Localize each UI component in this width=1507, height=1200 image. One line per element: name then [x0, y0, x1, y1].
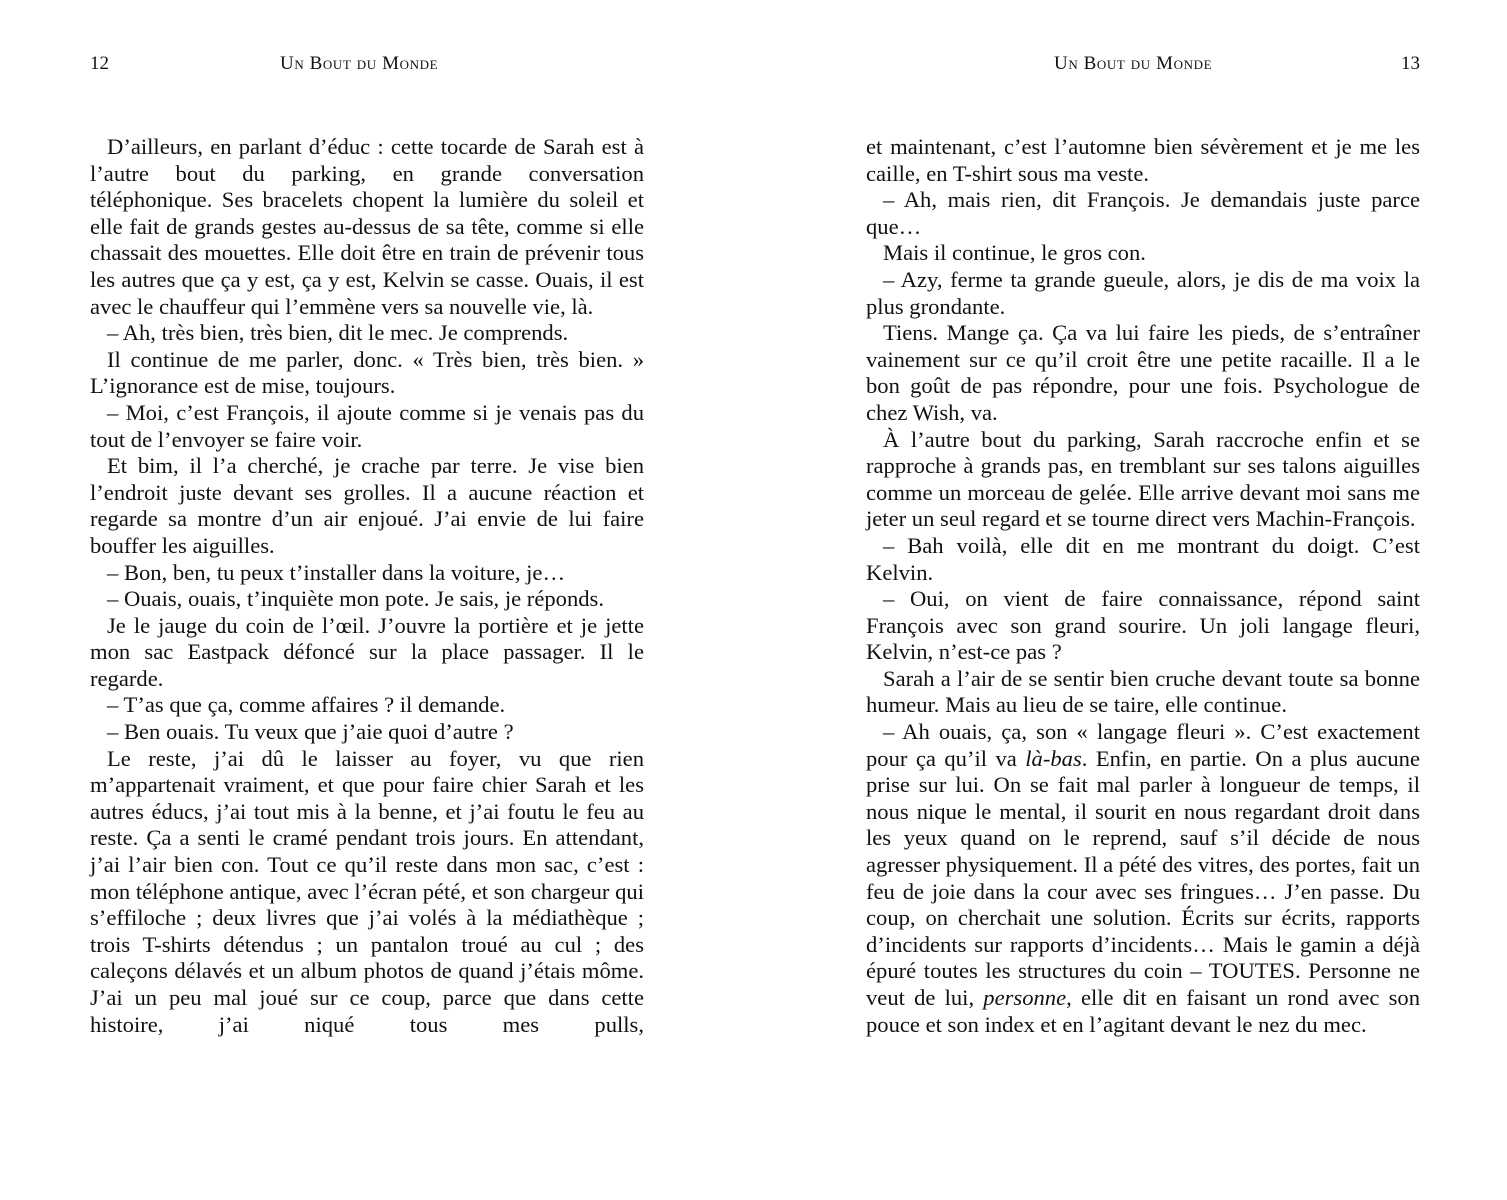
paragraph: – Oui, on vient de faire connaissance, répond saint François avec son grand sourire. Un joli langage fleuri, Kelvin, n’est-ce pas ?: [866, 586, 1420, 665]
paragraph: Il continue de me parler, donc. « Très bien, très bien. » L’ignorance est de mise, toujours.: [90, 346, 644, 399]
paragraph: – Ouais, ouais, t’inquiète mon pote. Je sais, je réponds.: [107, 586, 604, 612]
page-number: 12: [90, 53, 109, 74]
paragraph: – Moi, c’est François, il ajoute comme si je venais pas du tout de l’envoyer se faire voir.: [90, 399, 644, 452]
running-title: Un Bout du Monde: [1054, 53, 1213, 74]
paragraph: Sarah a l’air de se sentir bien cruche devant toute sa bonne humeur. Mais au lieu de se taire, elle continue.: [866, 665, 1420, 718]
paragraph: À l’autre bout du parking, Sarah raccroche enfin et se rapproche à grands pas, en tremblant sur ses talons aiguilles comme un morceau de gelée. Elle arrive devant moi sans me jeter un seul regard et se tourne direct vers Machin-François.: [866, 426, 1420, 532]
left-page-body: [90, 134, 644, 1038]
paragraph: Je le jauge du coin de l’œil. J’ouvre la portière et je jette mon sac Eastpack défoncé sur la place passager. Il le regarde.: [90, 612, 644, 691]
italic-text: là-bas: [1025, 745, 1082, 771]
italic-text: personne: [983, 985, 1067, 1010]
right-page-body: [866, 134, 1420, 1038]
paragraph: – Bon, ben, tu peux t’installer dans la voiture, je…: [107, 559, 566, 585]
paragraph: – Bah voilà, elle dit en me montrant du doigt. C’est Kelvin.: [866, 532, 1420, 585]
running-title: Un Bout du Monde: [280, 53, 439, 74]
left-page: [90, 0, 644, 1200]
page-number: 13: [1401, 53, 1420, 74]
paragraph: – Ah, très bien, très bien, dit le mec. Je comprends.: [107, 320, 569, 346]
left-page-header: [90, 50, 644, 78]
paragraph: Mais il continue, le gros con.: [883, 240, 1146, 266]
right-page-header: [866, 50, 1420, 78]
paragraph: [866, 719, 1420, 1038]
paragraph: – Ben ouais. Tu veux que j’aie quoi d’autre ?: [107, 719, 514, 745]
paragraph: Et bim, il l’a cherché, je crache par terre. Je vise bien l’endroit juste devant ses grolles. Il a aucune réaction et regarde sa montre d’un air enjoué. J’ai envie de lui faire bouffer les aiguilles.: [90, 453, 644, 558]
right-page: [866, 0, 1420, 1200]
paragraph: – Ah, mais rien, dit François. Je demandais juste parce que…: [866, 187, 1420, 239]
paragraph: Tiens. Mange ça. Ça va lui faire les pieds, de s’entraîner vainement sur ce qu’il croit être une petite racaille. Il a le bon goût de pas répondre, pour une fois. Psychologue de chez Wish, va.: [866, 320, 1420, 425]
paragraph: et maintenant, c’est l’automne bien sévèrement et je me les caille, en T-shirt sous ma veste.: [866, 134, 1420, 186]
paragraph-text: , elle dit en faisant un rond avec son pouce et son index et en l’agitant devant le nez du mec.: [866, 985, 1421, 1037]
paragraph: Le reste, j’ai dû le laisser au foyer, vu que rien m’appartenait vraiment, et que pour faire chier Sarah et les autres éducs, j’ai tout mis à la benne, et j’ai foutu le feu au reste. Ça a senti le cramé pendant trois jours. En attendant, j’ai l’air bien con. Tout ce qu’il reste dans mon sac, c’est : mon téléphone antique, avec l’écran pété, et son chargeur qui s’effiloche ; deux livres que j’ai volés à la médiathèque ; trois T-shirts détendus ; un pantalon troué au cul ; des caleçons délavés et un album photos de quand j’étais môme. J’ai un peu mal joué sur ce coup, parce que dans cette histoire, j’ai niqué tous mes pulls,: [90, 745, 644, 1037]
paragraph: – T’as que ça, comme affaires ? il demande.: [107, 692, 506, 718]
paragraph-text: – Ah ouais, ça, son « langage fleuri ». C’est exactement pour ça qu’il va: [866, 719, 1420, 771]
paragraph: D’ailleurs, en parlant d’éduc : cette tocarde de Sarah est à l’autre bout du parking, en grande conversation téléphonique. Ses bracelets chopent la lumière du soleil et elle fait de grands gestes au-dessus de sa tête, comme si elle chassait des mouettes. Elle doit être en train de prévenir tous les autres que ça y est, ça y est, Kelvin se casse. Ouais, il est avec le chauffeur qui l’emmène vers sa nouvelle vie, là.: [90, 134, 644, 319]
paragraph-text: . Enfin, en partie. On a plus aucune prise sur lui. On se fait mal parler à longueur de temps, il nous nique le mental, il sourit en nous regardant droit dans les yeux quand on le reprend, sauf s’il décide de nous agresser physiquement. Il a pété des vitres, des portes, fait un feu de joie dans la cour avec ses fringues… J’en passe. Du coup, on cherchait une solution. Écrits sur écrits, rapports d’incidents sur rapports d’incidents… Mais le gamin a déjà épuré toutes les structures du coin – TOUTES. Personne ne veut de lui,: [866, 745, 1421, 1010]
paragraph: – Azy, ferme ta grande gueule, alors, je dis de ma voix la plus grondante.: [866, 266, 1420, 319]
